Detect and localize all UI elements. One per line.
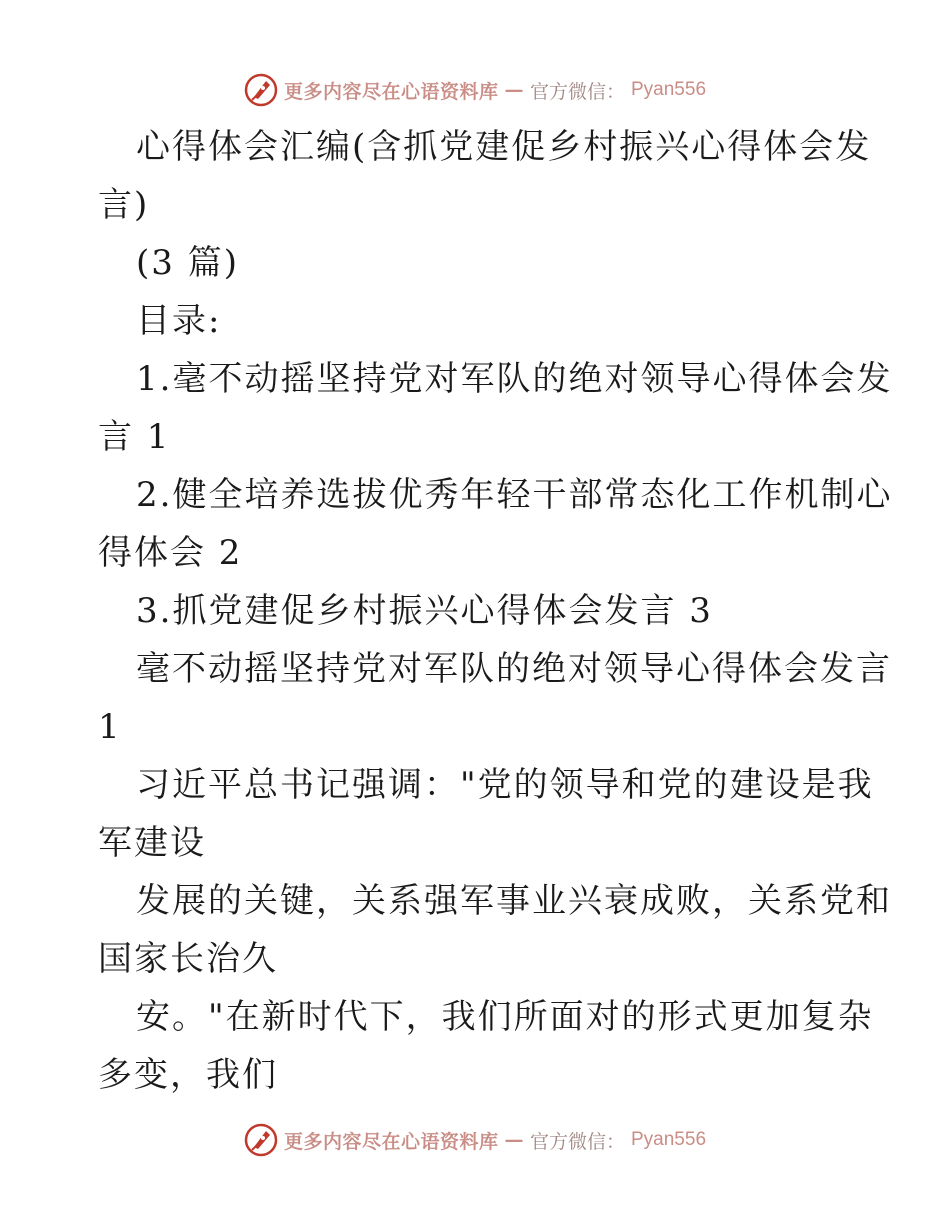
paragraph-line: 多变，我们 [98,1055,278,1095]
doc-subtitle: (3 篇) [136,243,239,283]
toc-item-1-cont: 言 1 [98,417,171,457]
footer-watermark-banner [0,1120,950,1160]
toc-heading: 目录: [136,301,222,341]
section-heading-1: 毫不动摇坚持党对军队的绝对领导心得体会发言 [136,649,892,689]
banner-site-text: 更多内容尽在心语资料库 [283,80,499,103]
banner-site-text: 更多内容尽在心语资料库 [283,1130,499,1153]
toc-item-1: 1.毫不动摇坚持党对军队的绝对领导心得体会发 [136,359,893,399]
toc-item-2-cont: 得体会 2 [98,533,243,573]
banner-wechat-id: Pyan556 [631,79,707,100]
pen-nib-logo-icon [244,1123,278,1157]
toc-item-3: 3.抓党建促乡村振兴心得体会发言 3 [136,591,713,631]
toc-item-2: 2.健全培养选拔优秀年轻干部常态化工作机制心 [136,475,893,515]
paragraph-line: 国家长治久 [98,939,278,979]
paragraph-line: 发展的关键，关系强军事业兴衰成败，关系党和 [136,881,892,921]
paragraph-line: 安。"在新时代下，我们所面对的形式更加复杂 [136,997,874,1037]
paragraph-line: 习近平总书记强调："党的领导和党的建设是我 [136,765,874,805]
section-heading-1-cont: 1 [98,707,122,747]
doc-title-line-1: 心得体会汇编(含抓党建促乡村振兴心得体会发 [136,127,872,167]
banner-separator: — [504,1129,524,1151]
banner-wechat-label: 官方微信： [529,80,625,103]
header-watermark-banner [0,70,950,110]
banner-wechat-id: Pyan556 [631,1129,707,1150]
banner-separator: — [504,79,524,101]
pen-nib-logo-icon [244,73,278,107]
banner-wechat-label: 官方微信： [529,1130,625,1153]
document-body [98,118,893,1104]
doc-title-line-2: 言) [98,185,150,225]
paragraph-line: 军建设 [98,823,206,863]
